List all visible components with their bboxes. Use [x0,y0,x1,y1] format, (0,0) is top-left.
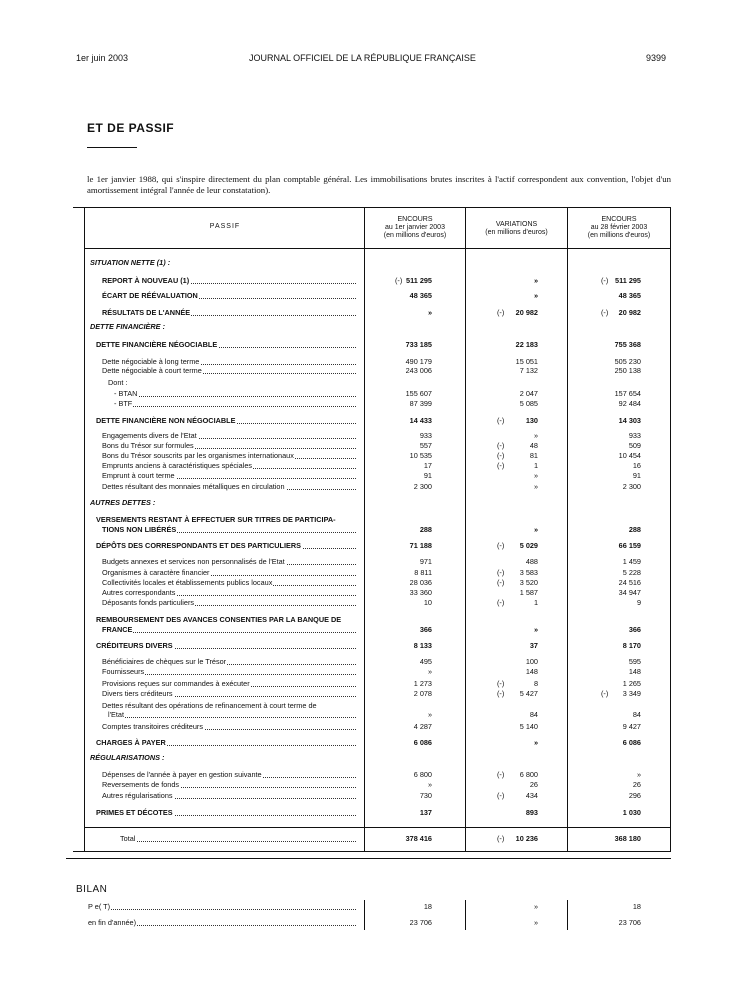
value-variation: » [533,625,538,634]
value-encours-february: 23 706 [618,918,641,927]
negative-sign-variation: (-) [497,834,505,843]
value-variation: » [533,902,538,911]
row-label: Collectivités locales et établissements publics locaux [102,578,273,587]
value-encours-february: 511 295 [615,276,641,285]
row-label: Dépenses de l'année à payer en gestion suivante [102,770,262,779]
value-encours-february: 91 [632,471,641,480]
value-encours-february: 250 138 [614,366,641,375]
row-label: CRÉDITEURS DIVERS [96,641,173,650]
value-variation: 6 800 [519,770,538,779]
value-variation: 37 [529,641,538,650]
value-variation: 5 085 [519,399,538,408]
value-encours-january: 243 006 [405,366,432,375]
value-encours-january: 1 273 [413,679,432,688]
value-variation: 2 047 [519,389,538,398]
value-encours-february: 366 [628,625,641,634]
value-encours-january: 4 287 [413,722,432,731]
value-variation: 100 [525,657,538,666]
value-encours-february: 755 368 [614,340,641,349]
negative-sign-variation: (-) [497,568,505,577]
header-journal-title: JOURNAL OFFICIEL DE LA RÉPUBLIQUE FRANÇAISE [249,53,476,63]
negative-sign-encours-january: (-) [395,276,403,285]
row-label: l'Etat [108,710,124,719]
row-label: - BTF [114,399,133,408]
value-variation: 10 236 [515,834,538,843]
value-variation: 893 [525,808,538,817]
value-variation: » [533,525,538,534]
negative-sign-variation: (-) [497,541,505,550]
value-encours-january: 48 365 [409,291,432,300]
value-encours-february: 157 654 [614,389,641,398]
row-label: Engagements divers de l'Etat [102,431,197,440]
value-encours-february: 14 303 [618,416,641,425]
row-label: Dette négociable à long terme [102,357,200,366]
row-label: Dont : [108,378,128,387]
value-encours-january: 366 [419,625,432,634]
value-encours-february: 66 159 [618,541,641,550]
negative-sign-variation: (-) [497,461,505,470]
value-encours-february: 296 [628,791,641,800]
value-encours-january: 14 433 [409,416,432,425]
value-encours-february: 48 365 [618,291,641,300]
bilan-title: BILAN [76,884,108,895]
value-variation: 130 [525,416,538,425]
negative-sign-encours-february: (-) [601,689,609,698]
value-encours-february: 288 [628,525,641,534]
header-page-number: 9399 [646,53,667,63]
row-label: Comptes transitoires créditeurs [102,722,203,731]
row-label: Fournisseurs [102,667,145,676]
negative-sign-variation: (-) [497,791,505,800]
column-header-encours-january: ENCOURS au 1er janvier 2003 (en millions d'euros) [383,216,447,239]
row-label: DETTE FINANCIÈRE NON NÉGOCIABLE [96,416,236,425]
row-label: - BTAN [114,389,138,398]
value-variation: 148 [525,667,538,676]
value-encours-february: 509 [628,441,641,450]
value-encours-february: 26 [632,780,641,789]
value-encours-january: » [427,710,432,719]
value-encours-january: 288 [419,525,432,534]
row-label: Organismes à caractère financier [102,568,210,577]
value-encours-february: 9 [636,598,641,607]
intro-paragraph: le 1er janvier 1988, qui s'inspire directement du plan comptable général. Les immobilisations brutes inscrites à l'actif correspondent aux convention, l'objet d'un amortissement intégral l'année de leur constatation). [87,174,671,195]
row-label: SITUATION NETTE (1) : [90,258,171,267]
section-title: ET DE PASSIF [87,121,175,135]
value-encours-february: 84 [632,710,641,719]
value-encours-february: 92 484 [618,399,641,408]
value-encours-february: 24 516 [618,578,641,587]
value-encours-january: 33 360 [409,588,432,597]
row-label: en fin d'année) [88,918,137,927]
value-encours-january: 17 [423,461,432,470]
value-encours-january: 490 179 [405,357,432,366]
row-label: DETTE FINANCIÈRE : [90,322,165,331]
row-label: VERSEMENTS RESTANT À EFFECTUER SUR TITRES DE PARTICIPA- [96,515,336,524]
value-variation: 1 587 [519,588,538,597]
row-label: DÉPÔTS DES CORRESPONDANTS ET DES PARTICULIERS [96,541,302,550]
value-encours-january: 971 [419,557,432,566]
value-encours-january: 511 295 [406,276,432,285]
value-encours-february: 2 300 [622,482,641,491]
value-encours-january: 730 [419,791,432,800]
value-encours-january: 6 800 [413,770,432,779]
value-variation: 1 [533,461,538,470]
value-variation: 488 [525,557,538,566]
value-encours-january: 933 [419,431,432,440]
value-variation: » [533,738,538,747]
row-label: AUTRES DETTES : [90,498,156,507]
value-variation: 8 [533,679,538,688]
row-label: TIONS NON LIBÉRÉS [102,525,177,534]
negative-sign-variation: (-) [497,598,505,607]
negative-sign-variation: (-) [497,689,505,698]
row-label: Bons du Trésor souscrits par les organismes internationaux [102,451,294,460]
value-encours-january: 733 185 [405,340,432,349]
column-header-passif: PASSIF [209,223,241,230]
row-label: Budgets annexes et services non personnalisés de l'Etat [102,557,285,566]
negative-sign-variation: (-) [497,441,505,450]
value-encours-february: 9 427 [622,722,641,731]
value-variation: » [533,431,538,440]
value-variation: 48 [529,441,538,450]
row-label: REMBOURSEMENT DES AVANCES CONSENTIES PAR LA BANQUE DE [96,615,342,624]
negative-sign-encours-february: (-) [601,308,609,317]
value-encours-january: 557 [419,441,432,450]
value-encours-january: 28 036 [409,578,432,587]
value-variation: 5 029 [519,541,538,550]
value-encours-january: » [427,308,432,317]
row-label: FRANCE [102,625,133,634]
row-label: DETTE FINANCIÈRE NÉGOCIABLE [96,340,218,349]
value-encours-january: 8 133 [413,641,432,650]
value-encours-february: 933 [628,431,641,440]
value-encours-january: 155 607 [405,389,432,398]
negative-sign-variation: (-) [497,578,505,587]
value-encours-february: 20 982 [618,308,641,317]
row-label: Autres régularisations [102,791,173,800]
value-encours-february: 16 [632,461,641,470]
value-variation: 26 [529,780,538,789]
row-label: PRIMES ET DÉCOTES [96,808,173,817]
row-label: Emprunt à court terme [102,471,175,480]
value-variation: 1 [533,598,538,607]
value-encours-january: 495 [419,657,432,666]
value-encours-february: 505 230 [614,357,641,366]
value-variation: » [533,482,538,491]
value-encours-february: 368 180 [614,834,641,843]
row-label: CHARGES À PAYER [96,738,166,747]
negative-sign-variation: (-) [497,770,505,779]
row-label: Reversements de fonds [102,780,180,789]
value-variation: 3 520 [519,578,538,587]
value-encours-january: 6 086 [413,738,432,747]
value-variation: 7 132 [519,366,538,375]
row-label: Dettes résultant des opérations de refinancement à court terme de [102,701,317,710]
value-encours-january: 8 811 [414,568,432,577]
value-variation: 20 982 [515,308,538,317]
value-variation: » [533,276,538,285]
value-variation: 5 140 [519,722,538,731]
value-encours-february: 595 [628,657,641,666]
column-header-variations: VARIATIONS (en millions d'euros) [485,221,548,236]
value-encours-february: 1 265 [622,679,641,688]
row-label: Total [120,834,136,843]
value-encours-january: 71 188 [409,541,432,550]
negative-sign-encours-february: (-) [601,276,609,285]
row-label: Autres correspondants [102,588,176,597]
value-encours-january: 91 [423,471,432,480]
value-encours-february: 34 947 [618,588,641,597]
value-encours-january: 23 706 [409,918,432,927]
value-encours-february: 3 349 [622,689,641,698]
value-encours-january: 2 300 [413,482,432,491]
value-variation: 15 051 [515,357,538,366]
value-encours-january: 378 416 [405,834,432,843]
negative-sign-variation: (-) [497,679,505,688]
value-variation: » [533,918,538,927]
negative-sign-variation: (-) [497,308,505,317]
value-encours-february: 8 170 [622,641,641,650]
value-encours-february: 10 454 [618,451,641,460]
value-encours-february: » [636,770,641,779]
value-encours-january: » [427,667,432,676]
value-encours-february: 5 228 [622,568,641,577]
value-encours-january: 18 [423,902,432,911]
row-label: Provisions reçues sur commandes à exécuter [102,679,250,688]
row-label: Dette négociable à court terme [102,366,202,375]
negative-sign-variation: (-) [497,416,505,425]
value-variation: » [533,291,538,300]
column-header-encours-february: ENCOURS au 28 février 2003 (en millions d'euros) [587,216,651,239]
value-variation: 5 427 [519,689,538,698]
value-encours-january: 137 [419,808,432,817]
dot-leader [88,909,356,910]
value-variation: 81 [529,451,538,460]
value-variation: 3 583 [519,568,538,577]
value-encours-january: » [427,780,432,789]
value-variation: » [533,471,538,480]
row-label: RÉSULTATS DE L'ANNÉE [102,308,191,317]
row-label: Bénéficiaires de chèques sur le Trésor [102,657,227,666]
row-label: Bons du Trésor sur formules [102,441,194,450]
value-encours-january: 2 078 [413,689,432,698]
row-label: Divers tiers créditeurs [102,689,173,698]
value-variation: 84 [529,710,538,719]
header-date: 1er juin 2003 [76,53,129,63]
row-label: Déposants fonds particuliers [102,598,195,607]
value-encours-february: 18 [632,902,641,911]
negative-sign-variation: (-) [497,451,505,460]
value-encours-february: 1 459 [622,557,641,566]
row-label: Dettes résultant des monnaies métalliques en circulation [102,482,285,491]
value-encours-january: 87 399 [409,399,432,408]
value-variation: 22 183 [515,340,538,349]
row-label: P e( T) [88,902,111,911]
value-encours-february: 6 086 [622,738,641,747]
row-label: ÉCART DE RÉÉVALUATION [102,291,198,300]
value-encours-january: 10 [423,598,432,607]
value-encours-january: 10 535 [409,451,432,460]
value-encours-february: 1 030 [622,808,641,817]
value-variation: 434 [525,791,538,800]
row-label: RÉGULARISATIONS : [90,753,165,762]
row-label: REPORT À NOUVEAU (1) [102,276,190,285]
value-encours-february: 148 [628,667,641,676]
row-label: Emprunts anciens à caractéristiques spéciales [102,461,253,470]
